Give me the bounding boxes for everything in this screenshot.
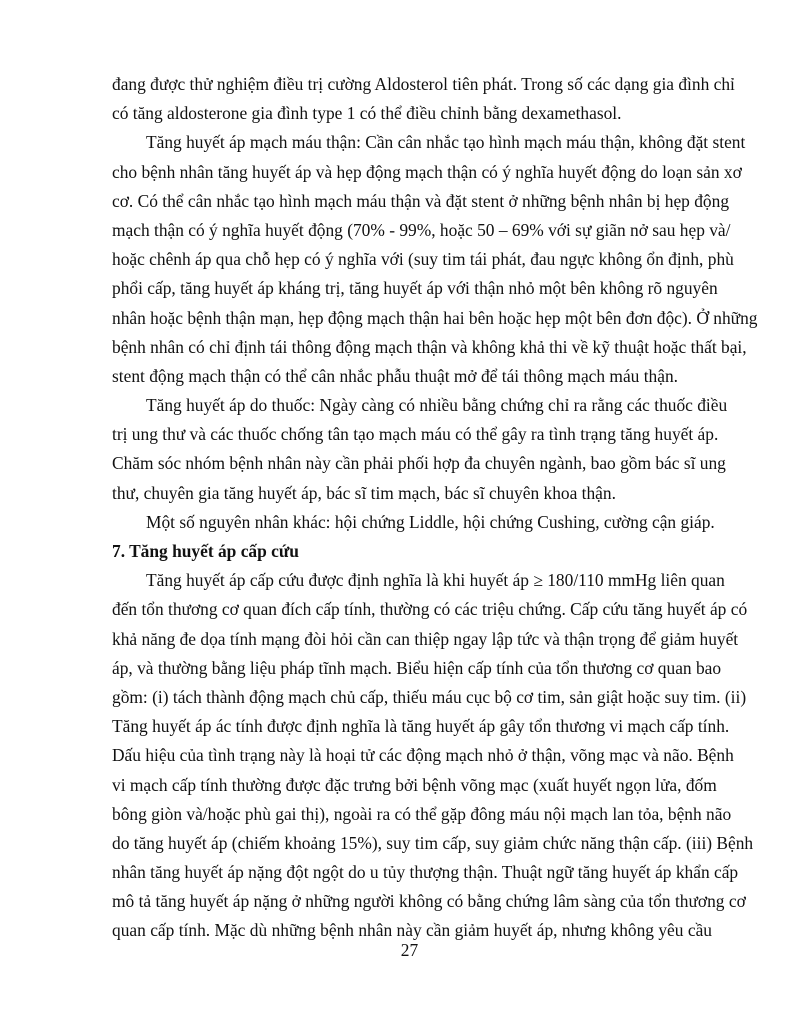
page-number: 27 bbox=[400, 940, 419, 960]
text-line: áp, và thường bằng liệu pháp tĩnh mạch. Biểu hiện cấp tính của tổn thương cơ quan bao bbox=[112, 657, 722, 678]
text-line: thư, chuyên gia tăng huyết áp, bác sĩ tim mạch, bác sĩ chuyên khoa thận. bbox=[112, 482, 616, 503]
text-line: cơ. Có thể cân nhắc tạo hình mạch máu thận và đặt stent ở những bệnh nhân bị hẹp động bbox=[112, 190, 730, 211]
text-line: Một số nguyên nhân khác: hội chứng Liddle, hội chứng Cushing, cường cận giáp. bbox=[146, 511, 715, 532]
text-line: mạch thận có ý nghĩa huyết động (70% - 99%, hoặc 50 – 69% với sự giãn nở sau hẹp và/ bbox=[112, 219, 731, 240]
section-heading: 7. Tăng huyết áp cấp cứu bbox=[112, 541, 299, 561]
text-line: hoặc chênh áp qua chỗ hẹp có ý nghĩa với (suy tim tái phát, đau ngực không ổn định, phù bbox=[112, 249, 734, 270]
document-page bbox=[112, 70, 758, 946]
text-line: mô tả tăng huyết áp nặng ở những người không có bằng chứng lâm sàng của tổn thương cơ bbox=[112, 891, 746, 912]
text-line: quan cấp tính. Mặc dù những bệnh nhân này cần giảm huyết áp, nhưng không yêu cầu bbox=[112, 920, 712, 941]
text-line: bông giòn và/hoặc phù gai thị), ngoài ra có thể gặp đông máu nội mạch lan tỏa, bệnh não bbox=[112, 803, 732, 824]
text-line: Dấu hiệu của tình trạng này là hoại tử các động mạch nhỏ ở thận, võng mạc và não. Bệnh bbox=[112, 745, 734, 766]
text-line: Chăm sóc nhóm bệnh nhân này cần phải phối hợp đa chuyên ngành, bao gồm bác sĩ ung bbox=[112, 453, 726, 474]
paragraph-renovascular-hypertension bbox=[112, 128, 758, 391]
text-line: Tăng huyết áp cấp cứu được định nghĩa là khi huyết áp ≥ 180/110 mmHg liên quan bbox=[146, 570, 725, 591]
text-line: đang được thử nghiệm điều trị cường Aldosterol tiên phát. Trong số các dạng gia đình chỉ bbox=[112, 74, 735, 94]
text-line: do tăng huyết áp (chiếm khoảng 15%), suy tim cấp, suy giảm chức năng thận cấp. (iii) Bệnh bbox=[112, 832, 754, 853]
text-line: gồm: (i) tách thành động mạch chủ cấp, thiếu máu cục bộ cơ tim, sản giật hoặc suy tim. (ii) bbox=[112, 686, 747, 707]
text-line: stent động mạch thận có thể cân nhắc phẫu thuật mở để tái thông mạch máu thận. bbox=[112, 365, 679, 386]
text-line: Tăng huyết áp mạch máu thận: Cần cân nhắc tạo hình mạch máu thận, không đặt stent bbox=[146, 132, 746, 153]
paragraph-aldosterone-continuation bbox=[112, 70, 735, 128]
text-line: trị ung thư và các thuốc chống tân tạo mạch máu có thể gây ra tình trạng tăng huyết áp. bbox=[112, 424, 719, 445]
paragraph-hypertensive-emergency bbox=[112, 566, 754, 945]
paragraph-drug-induced-hypertension bbox=[112, 391, 728, 508]
paragraph-other-causes bbox=[112, 508, 715, 537]
text-line: có tăng aldosterone gia đình type 1 có thể điều chỉnh bằng dexamethasol. bbox=[112, 103, 622, 124]
text-line: Tăng huyết áp do thuốc: Ngày càng có nhiều bằng chứng chỉ ra rằng các thuốc điều bbox=[146, 395, 728, 416]
text-line: cho bệnh nhân tăng huyết áp và hẹp động mạch thận có ý nghĩa huyết động do loạn sản xơ bbox=[112, 161, 742, 182]
text-line: bệnh nhân có chỉ định tái thông động mạch thận và không khả thi về kỹ thuật hoặc thất bại, bbox=[112, 336, 747, 357]
text-line: đến tổn thương cơ quan đích cấp tính, thường có các triệu chứng. Cấp cứu tăng huyết áp có bbox=[112, 599, 748, 620]
text-line: nhân tăng huyết áp nặng đột ngột do u tủy thượng thận. Thuật ngữ tăng huyết áp khẩn cấp bbox=[112, 862, 739, 883]
text-line: khả năng đe dọa tính mạng đòi hỏi cần can thiệp ngay lập tức và thận trọng để giảm huyết bbox=[112, 628, 739, 649]
text-line: phổi cấp, tăng huyết áp kháng trị, tăng huyết áp với thận nhỏ một bên không rõ nguyên bbox=[112, 278, 718, 299]
text-line: vi mạch cấp tính thường được đặc trưng bởi bệnh võng mạc (xuất huyết ngọn lửa, đốm bbox=[112, 774, 717, 795]
text-line: Tăng huyết áp ác tính được định nghĩa là tăng huyết áp gây tổn thương vi mạch cấp tính. bbox=[112, 716, 730, 737]
text-line: nhân hoặc bệnh thận mạn, hẹp động mạch thận hai bên hoặc hẹp một bên đơn độc). Ở những bbox=[112, 307, 758, 328]
